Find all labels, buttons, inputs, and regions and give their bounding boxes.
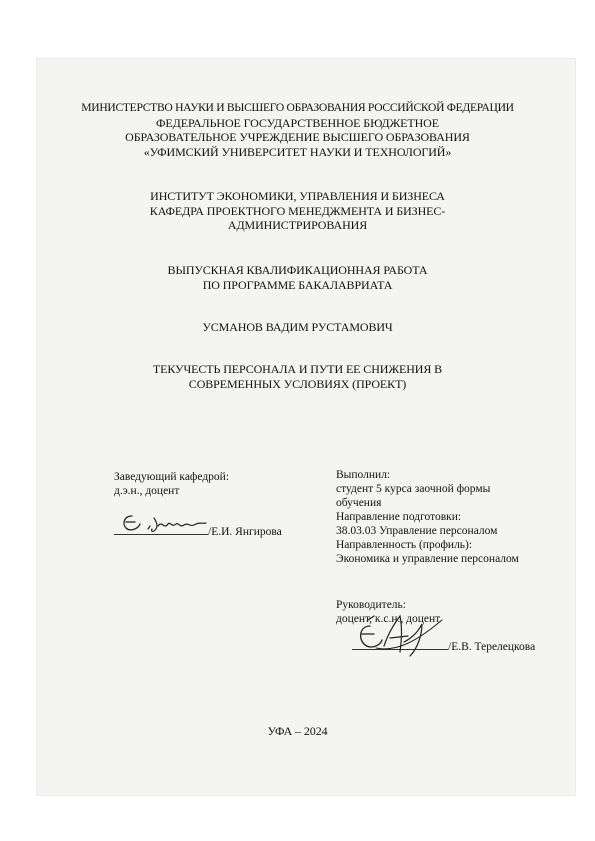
head-degree: д.э.н., доцент <box>114 485 180 497</box>
work-type-block <box>0 263 595 292</box>
topic-line-2: СОВРЕМЕННЫХ УСЛОВИЯХ (ПРОЕКТ) <box>188 376 407 391</box>
head-name: /Е.И. Янгирова <box>208 526 282 538</box>
department-line-3: АДМИНИСТРИРОВАНИЯ <box>227 218 368 232</box>
supervisor-signature-image <box>356 612 446 660</box>
institute-line-1: ИНСТИТУТ ЭКОНОМИКИ, УПРАВЛЕНИЯ И БИЗНЕСА <box>150 189 445 203</box>
profile-label: Направленность (профиль): <box>336 539 473 551</box>
head-title: Заведующий кафедрой: <box>114 471 230 483</box>
profile-value: Экономика и управление персоналом <box>336 553 519 565</box>
direction-value: 38.03.03 Управление персоналом <box>336 525 498 537</box>
footer-text: УФА – 2024 <box>267 724 328 738</box>
supervisor-degree: доцент, к.с.н., доцент <box>336 613 441 625</box>
ministry-line-2: ФЕДЕРАЛЬНОЕ ГОСУДАРСТВЕННОЕ БЮДЖЕТНОЕ <box>156 115 439 130</box>
scanned-sheet <box>36 58 576 796</box>
performer-line-2: обучения <box>336 497 382 509</box>
ministry-header <box>0 101 595 159</box>
ministry-line-3: ОБРАЗОВАТЕЛЬНОЕ УЧРЕЖДЕНИЕ ВЫСШЕГО ОБРАЗОВАНИЯ <box>125 130 470 144</box>
topic-line-1: ТЕКУЧЕСТЬ ПЕРСОНАЛА И ПУТИ ЕЕ СНИЖЕНИЯ В <box>152 362 443 376</box>
work-type-line-1: ВЫПУСКНАЯ КВАЛИФИКАЦИОННАЯ РАБОТА <box>167 263 428 277</box>
author-name <box>0 320 595 335</box>
footer-city-year <box>0 724 595 739</box>
direction-label: Направление подготовки: <box>336 511 462 523</box>
institute-block <box>0 189 595 233</box>
supervisor-name: /Е.В. Терелецкова <box>448 641 536 653</box>
author-name-text: УСМАНОВ ВАДИМ РУСТАМОВИЧ <box>202 320 393 334</box>
work-type-line-2: ПО ПРОГРАММЕ БАКАЛАВРИАТА <box>202 277 393 292</box>
ministry-line-4: «УФИМСКИЙ УНИВЕРСИТЕТ НАУКИ И ТЕХНОЛОГИЙ» <box>143 144 452 159</box>
head-of-department-block <box>114 470 229 498</box>
topic-block <box>0 362 595 391</box>
performer-block <box>336 468 519 566</box>
performer-title: Выполнил: <box>336 469 391 481</box>
performer-line-1: студент 5 курса заочной формы <box>336 483 491 495</box>
head-signature-image <box>118 512 210 536</box>
department-line-2: КАФЕДРА ПРОЕКТНОГО МЕНЕДЖМЕНТА И БИЗНЕС- <box>149 203 446 218</box>
supervisor-title: Руководитель: <box>336 599 406 611</box>
ministry-line-1: МИНИСТЕРСТВО НАУКИ И ВЫСШЕГО ОБРАЗОВАНИЯ РОССИЙСКОЙ ФЕДЕРАЦИИ <box>81 101 514 114</box>
